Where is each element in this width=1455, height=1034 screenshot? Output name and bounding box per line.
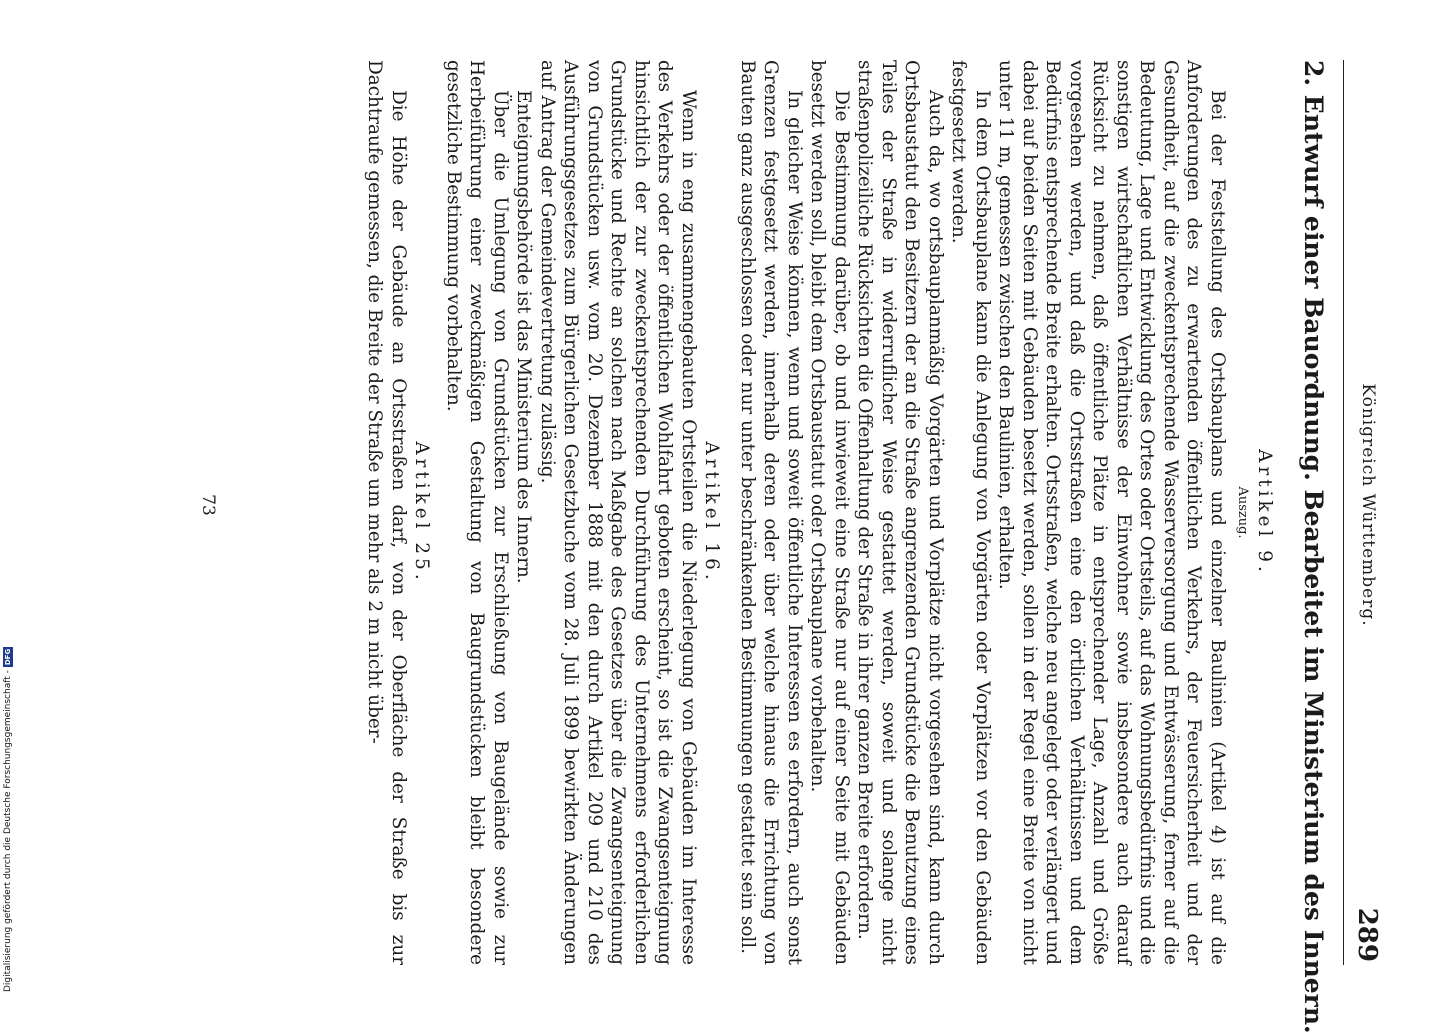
article-9-paragraph-2: In dem Ortsbauplane kann die Anlegung von Vorgärten oder Vorplätzen vor den Gebäuden festgesetzt werden. — [948, 60, 993, 965]
article-16-paragraph-3: Über die Umlegung von Grundstücken zur Erschließung von Baugelände sowie zur Herbeiführung einer zweckmäßigen Gestaltung von Baugrundstücken bleibt besondere gesetzliche Bestimmung vorbehalten. — [443, 60, 511, 965]
article-25-heading: Artikel 25. — [411, 441, 433, 584]
header-rule — [1343, 60, 1344, 965]
article-9-heading: Artikel 9. — [1254, 449, 1275, 576]
article-9-paragraph-4: Die Bestimmung darüber, ob und inwieweit eine Straße nur auf einer Seite mit Gebäuden besetzt werden soll, bleibt dem Ortsbaustatut oder Ortsbauplane vorbehalten. — [807, 60, 852, 965]
page-number: 289 — [1352, 907, 1382, 962]
document-title: 2. Entwurf einer Bauordnung. Bearbeitet im Ministerium des Innern. — [1299, 60, 1328, 1034]
article-9-paragraph-1: Bei der Feststellung des Ortsbauplans und einzelner Baulinien (Artikel 4) ist auf die Anforderungen des zu erwartenden öffentlichen Verkehrs, der Feuersicherheit und der Gesundheit, auf die zweckentsprechende Wasserversorgung und Entwässerung, ferner auf die Bedeutung, Lage und Entwicklung des Ortes oder Ortsteils, auf das Wohnungsbedürfnis und die sonstigen wirtschaftlichen Verhältnisse der Einwohner sowie insbesondere auch darauf Rücksicht zu nehmen, daß öffentliche Plätze in entsprechender Lage, Anzahl und Größe vorgesehen werden, und daß die Ortsstraßen eine den örtlichen Verhältnissen und dem Bedürfnis entsprechende Breite erhalten. Ortsstraßen, welche neu angelegt oder verlängert und dabei auf beiden Seiten mit Gebäuden besetzt werden, sollen in der Regel eine Breite von nicht unter 11 m, gemessen zwischen den Baulinien, erhalten. — [995, 60, 1228, 965]
article-25-paragraph-1: Die Höhe der Gebäude an Ortsstraßen darf, von der Oberfläche der Straße bis zur Dachtraufe gemessen, die Breite der Straße um mehr als 2 m nicht über- — [364, 60, 409, 965]
article-16-paragraph-2: Enteignungsbehörde ist das Ministerium des Innern. — [513, 90, 535, 584]
printer-signature: 73 — [198, 494, 218, 516]
article-9-paragraph-5: In gleicher Weise können, wenn und soweit öffentliche Interessen es erfordern, auch sonst Grenzen festgesetzt werden, innerhalb deren oder über welche hinaus die Errichtung von Bauten ganz ausgeschlossen oder nur unter beschränkenden Bestimmungen gestattet sein soll. — [737, 60, 805, 965]
running-head: Königreich Württemberg. — [1358, 383, 1378, 627]
digitization-note-text: Digitalisierung gefördert durch die Deutsche Forschungsgemeinschaft - — [3, 670, 13, 992]
article-9-subheading: Auszug. — [1235, 486, 1251, 539]
document-page — [120, 10, 1440, 1034]
article-16-heading: Artikel 16. — [701, 441, 723, 584]
article-16-paragraph-1: Wenn in eng zusammengebauten Ortsteilen die Niederlegung von Gebäuden im Interesse des Verkehrs oder der öffentlichen Wohlfahrt geboten erscheint, so ist die Zwangsenteignung hinsichtlich der zur zweckentsprechenden Durchführung des Unternehmens erforderlichen Grundstücke und Rechte an solchen nach Maßgabe des Gesetzes über die Zwangsenteignung von Grundstücken usw. vom 20. Dezember 1888 mit den durch Artikel 209 und 210 des Ausführungsgesetzes zum Bürgerlichen Gesetzbuche vom 28. Juli 1899 bewirkten Änderungen auf Antrag der Gemeindevertretung zulässig. — [537, 60, 699, 965]
body-text — [363, 60, 1280, 965]
digitization-note — [2, 592, 14, 992]
article-9-paragraph-3: Auch da, wo ortsbauplanmäßig Vorgärten und Vorplätze nicht vorgesehen sind, kann durch Ortsbaustatut den Besitzern der an die Straße angrenzenden Grundstücke die Benutzung eines Teiles der Straße in widerruflicher Weise gestattet werden, soweit und solange nicht straßenpolizeiliche Rücksichten die Offenhaltung der Straße in ihrer ganzen Breite erfordern. — [854, 60, 946, 965]
dfg-logo-icon: DFG — [4, 648, 12, 666]
